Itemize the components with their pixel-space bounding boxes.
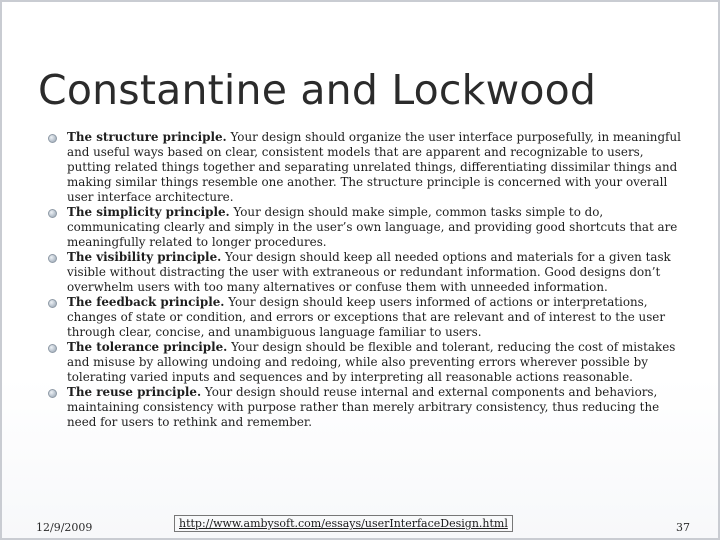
bullet-text: Your design should be flexible and tolerant, reducing the cost of mistakes and misuse by allowing undoing and redoing, while also preventing errors wherever possible by tolerating varied inputs and sequences and by interpreting all reasonable actions reasonable. — [67, 340, 676, 384]
bullet-term: The feedback principle. — [67, 295, 225, 309]
slide-title: Constantine and Lockwood — [38, 66, 597, 114]
bullet-dot-icon — [48, 254, 57, 263]
bullet-dot-icon — [48, 299, 57, 308]
bullet-text: Your design should make simple, common tasks simple to do, communicating clearly and simply in the user’s own language, and providing good shortcuts that are meaningfully related to longer procedures. — [67, 205, 678, 249]
bullet-structure — [46, 130, 686, 205]
bullet-list — [46, 130, 686, 430]
bullet-tolerance — [46, 340, 686, 385]
bullet-dot-icon — [48, 134, 57, 143]
bullet-dot-icon — [48, 344, 57, 353]
bullet-text: Your design should reuse internal and external components and behaviors, maintaining consistency with purpose rather than merely arbitrary consistency, thus reducing the need for users to rethink and remember. — [67, 385, 660, 429]
bullet-dot-icon — [48, 209, 57, 218]
footer-date: 12/9/2009 — [36, 521, 93, 534]
bullet-simplicity — [46, 205, 686, 250]
bullet-reuse — [46, 385, 686, 430]
page-number: 37 — [676, 521, 690, 534]
bullet-visibility — [46, 250, 686, 295]
bullet-feedback — [46, 295, 686, 340]
bullet-text: Your design should keep all needed options and materials for a given task visible without distracting the user with extraneous or redundant information. Good designs don’t overwhelm users with too many alternatives or confuse them with unneeded information. — [67, 250, 671, 294]
bullet-term: The structure principle. — [67, 130, 227, 144]
bullet-term: The tolerance principle. — [67, 340, 228, 354]
bullet-text: Your design should keep users informed of actions or interpretations, changes of state or condition, and errors or exceptions that are relevant and of interest to the user through clear, concise, and unambiguous language familiar to users. — [67, 295, 666, 339]
bullet-term: The simplicity principle. — [67, 205, 230, 219]
bullet-dot-icon — [48, 389, 57, 398]
bullet-term: The visibility principle. — [67, 250, 222, 264]
bullet-text: Your design should organize the user interface purposefully, in meaningful and useful ways based on clear, consistent models that are apparent and recognizable to users, putting related things together and separating unrelated things, differentiating dissimilar things and making similar things resemble one another. The structure principle is concerned with your overall user interface architecture. — [67, 130, 681, 204]
footer-url-link[interactable]: http://www.ambysoft.com/essays/userInterfaceDesign.html — [174, 515, 513, 532]
bullet-term: The reuse principle. — [67, 385, 202, 399]
